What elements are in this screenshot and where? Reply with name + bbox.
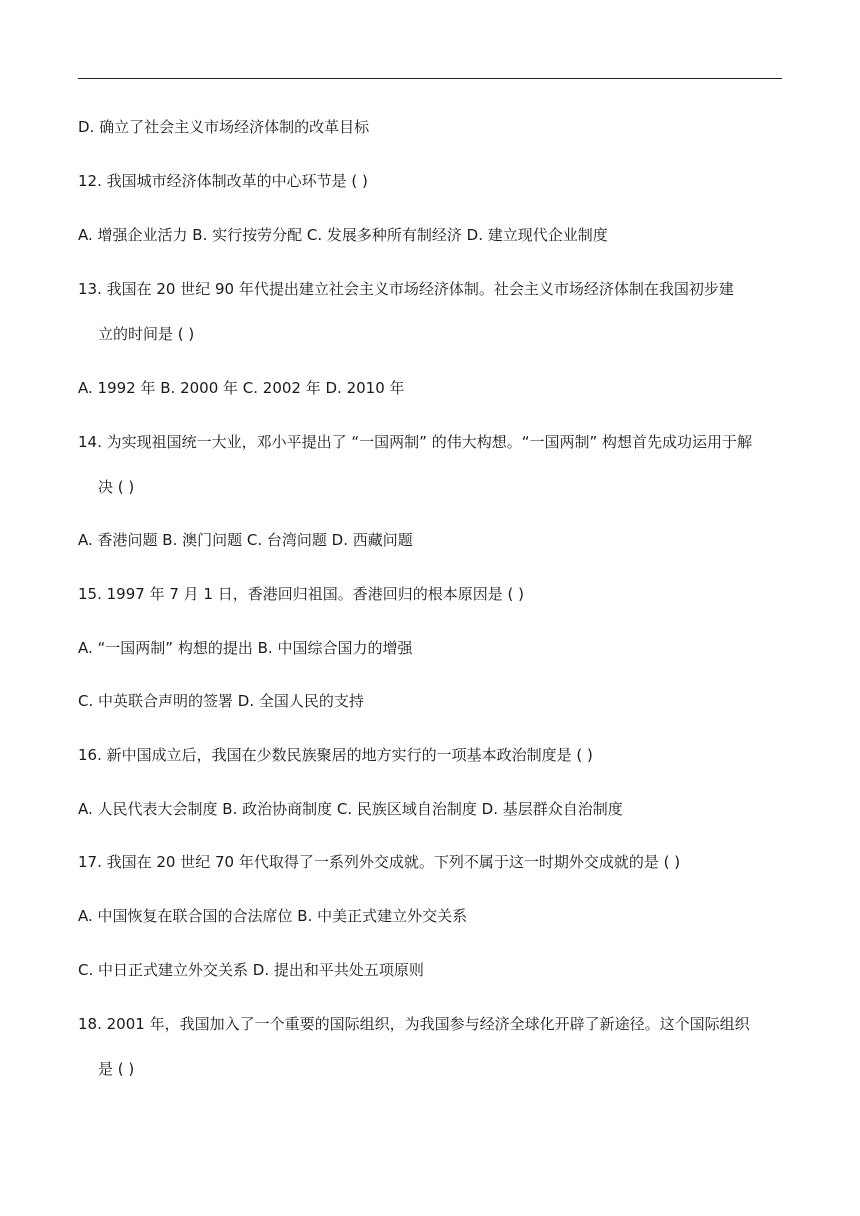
header-rule xyxy=(78,78,782,79)
question-line: 15. 1997 年 7 月 1 日，香港回归祖国。香港回归的根本原因是 ( ) xyxy=(78,585,524,603)
option-line: A. 中国恢复在联合国的合法席位 B. 中美正式建立外交关系 xyxy=(78,907,468,925)
option-line: C. 中日正式建立外交关系 D. 提出和平共处五项原则 xyxy=(78,961,424,979)
option-line: A. 人民代表大会制度 B. 政治协商制度 C. 民族区域自治制度 D. 基层群众自治制度 xyxy=(78,800,623,818)
question-line: 16. 新中国成立后，我国在少数民族聚居的地方实行的一项基本政治制度是 ( ) xyxy=(78,746,593,764)
option-line: A. “一国两制” 构想的提出 B. 中国综合国力的增强 xyxy=(78,639,413,657)
option-line: A. 香港问题 B. 澳门问题 C. 台湾问题 D. 西藏问题 xyxy=(78,531,413,549)
question-line-continued: 立的时间是 ( ) xyxy=(98,325,195,343)
question-line-continued: 是 ( ) xyxy=(98,1060,135,1078)
question-line: 14. 为实现祖国统一大业，邓小平提出了 “一国两制” 的伟大构想。“一国两制” 构想首先成功运用于解 xyxy=(78,433,753,451)
question-line: 12. 我国城市经济体制改革的中心环节是 ( ) xyxy=(78,172,368,190)
option-line: A. 增强企业活力 B. 实行按劳分配 C. 发展多种所有制经济 D. 建立现代企业制度 xyxy=(78,226,608,244)
question-line: 17. 我国在 20 世纪 70 年代取得了一系列外交成就。下列不属于这一时期外交成就的是 ( ) xyxy=(78,853,681,871)
option-line: C. 中英联合声明的签署 D. 全国人民的支持 xyxy=(78,692,364,710)
option-line: A. 1992 年 B. 2000 年 C. 2002 年 D. 2010 年 xyxy=(78,379,405,397)
question-line: 13. 我国在 20 世纪 90 年代提出建立社会主义市场经济体制。社会主义市场经济体制在我国初步建 xyxy=(78,280,734,298)
option-line: D. 确立了社会主义市场经济体制的改革目标 xyxy=(78,118,370,136)
question-line: 18. 2001 年，我国加入了一个重要的国际组织，为我国参与经济全球化开辟了新途径。这个国际组织 xyxy=(78,1015,750,1033)
question-line-continued: 决 ( ) xyxy=(98,478,135,496)
